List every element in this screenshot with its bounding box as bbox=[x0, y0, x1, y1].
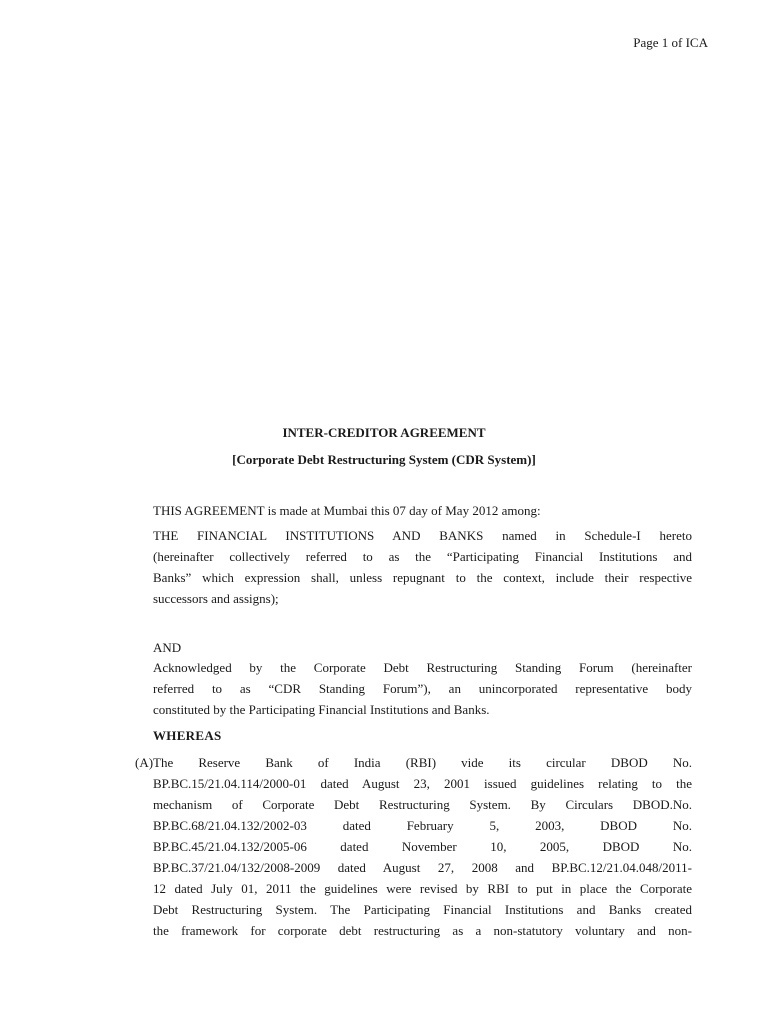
paragraph-line: successors and assigns); bbox=[153, 591, 279, 606]
paragraph-line: The Reserve Bank of India (RBI) vide its circular DBOD No. bbox=[153, 755, 692, 770]
paragraph-line: BP.BC.37/21.04/132/2008-2009 dated August 27, 2008 and BP.BC.12/21.04.048/2011- bbox=[153, 860, 692, 875]
paragraph-line: Banks” which expression shall, unless repugnant to the context, include their respective bbox=[153, 570, 692, 585]
paragraph-line: BP.BC.45/21.04.132/2005-06 dated November 10, 2005, DBOD No. bbox=[153, 839, 692, 854]
paragraph-line: the framework for corporate debt restructuring as a non-statutory voluntary and non- bbox=[153, 923, 692, 938]
paragraph-line: 12 dated July 01, 2011 the guidelines were revised by RBI to put in place the Corporate bbox=[153, 881, 692, 896]
recital-label: (A) bbox=[135, 755, 154, 770]
paragraph-line: Debt Restructuring System. The Participating Financial Institutions and Banks created bbox=[153, 902, 692, 917]
paragraph-line: (hereinafter collectively referred to as the “Participating Financial Institutions and bbox=[153, 549, 692, 564]
intro-paragraph: THIS AGREEMENT is made at Mumbai this 07 day of May 2012 among: bbox=[153, 503, 541, 518]
parties-paragraph bbox=[153, 525, 692, 609]
document-subtitle: [Corporate Debt Restructuring System (CDR System)] bbox=[232, 452, 536, 467]
paragraph-line: BP.BC.68/21.04.132/2002-03 dated February 5, 2003, DBOD No. bbox=[153, 818, 692, 833]
paragraph-line: constituted by the Participating Financial Institutions and Banks. bbox=[153, 702, 490, 717]
document-title: INTER-CREDITOR AGREEMENT bbox=[282, 425, 486, 440]
paragraph-line: BP.BC.15/21.04.114/2000-01 dated August 23, 2001 issued guidelines relating to the bbox=[153, 776, 692, 791]
acknowledged-paragraph bbox=[153, 657, 692, 720]
paragraph-line: referred to as “CDR Standing Forum”), an unincorporated representative body bbox=[153, 681, 692, 696]
recital-a-paragraph bbox=[153, 752, 692, 941]
paragraph-line: mechanism of Corporate Debt Restructuring System. By Circulars DBOD.No. bbox=[153, 797, 692, 812]
page-number: Page 1 of ICA bbox=[633, 35, 708, 50]
paragraph-line: THE FINANCIAL INSTITUTIONS AND BANKS named in Schedule-I hereto bbox=[153, 528, 692, 543]
and-label: AND bbox=[153, 640, 182, 655]
whereas-heading: WHEREAS bbox=[153, 728, 222, 743]
paragraph-line: Acknowledged by the Corporate Debt Restructuring Standing Forum (hereinafter bbox=[153, 660, 692, 675]
